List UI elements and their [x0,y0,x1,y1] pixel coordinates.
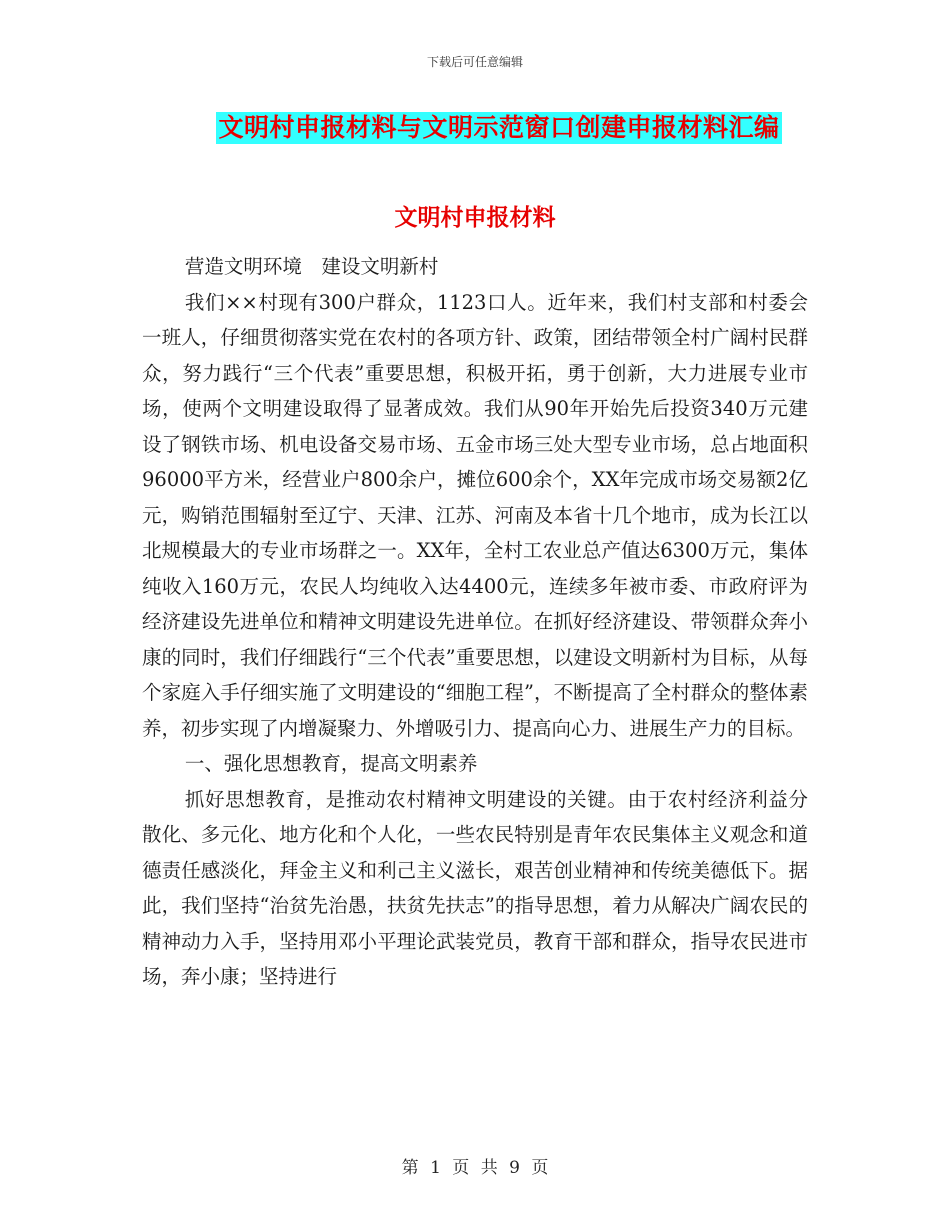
document-body [142,249,808,995]
section-title: 文明村申报材料 [394,204,556,231]
document-main-title: 文明村申报材料与文明示范窗口创建申报材料汇编 [218,113,780,142]
body-heading-line: 营造文明环境 建设文明新村 [184,255,439,278]
section-heading: 一、强化思想教育，提高文明素养 [184,752,478,775]
body-paragraph: 我们××村现有300户群众，1123口人。近年来，我们村支部和村委会一班人，仔细贯彻落实党在农村的各项方针、政策，团结带领全村广阔村民群众，努力践行“三个代表”重要思想，积极开拓，勇于创新，大力进展专业市场，使两个文明建设取得了显著成效。我们从90年开始先后投资340万元建设了钢铁市场、机电设备交易市场、五金市场三处大型专业市场，总占地面积96000平方米，经营业户800余户，摊位600余个，XX年完成市场交易额2亿元，购销范围辐射至辽宁、天津、江苏、河南及本省十几个地市，成为长江以北规模最大的专业市场群之一。XX年，全村工农业总产值达6300万元，集体纯收入160万元，农民人均纯收入达4400元，连续多年被市委、市政府评为经济建设先进单位和精神文明建设先进单位。在抓好经济建设、带领群众奔小康的同时，我们仔细践行“三个代表”重要思想，以建设文明新村为目标，从每个家庭入手仔细实施了文明建设的“细胞工程”，不断提高了全村群众的整体素养，初步实现了内增凝聚力、外增吸引力、提高向心力、进展生产力的目标。 [142,290,808,740]
body-paragraph: 抓好思想教育，是推动农村精神文明建设的关键。由于农村经济利益分散化、多元化、地方化和个人化，一些农民特别是青年农民集体主义观念和道德责任感淡化，拜金主义和利己主义滋长，艰苦创业精神和传统美德低下。据此，我们坚持“治贫先治愚，扶贫先扶志”的指导思想，着力从解决广阔农民的精神动力入手，坚持用邓小平理论武装党员，教育干部和群众，指导农民进市场，奔小康；坚持进行 [142,787,808,988]
header-note: 下载后可任意编辑 [426,55,523,69]
page-number-footer: 第 1 页 共 9 页 [401,1158,549,1178]
main-title-container [0,112,950,144]
